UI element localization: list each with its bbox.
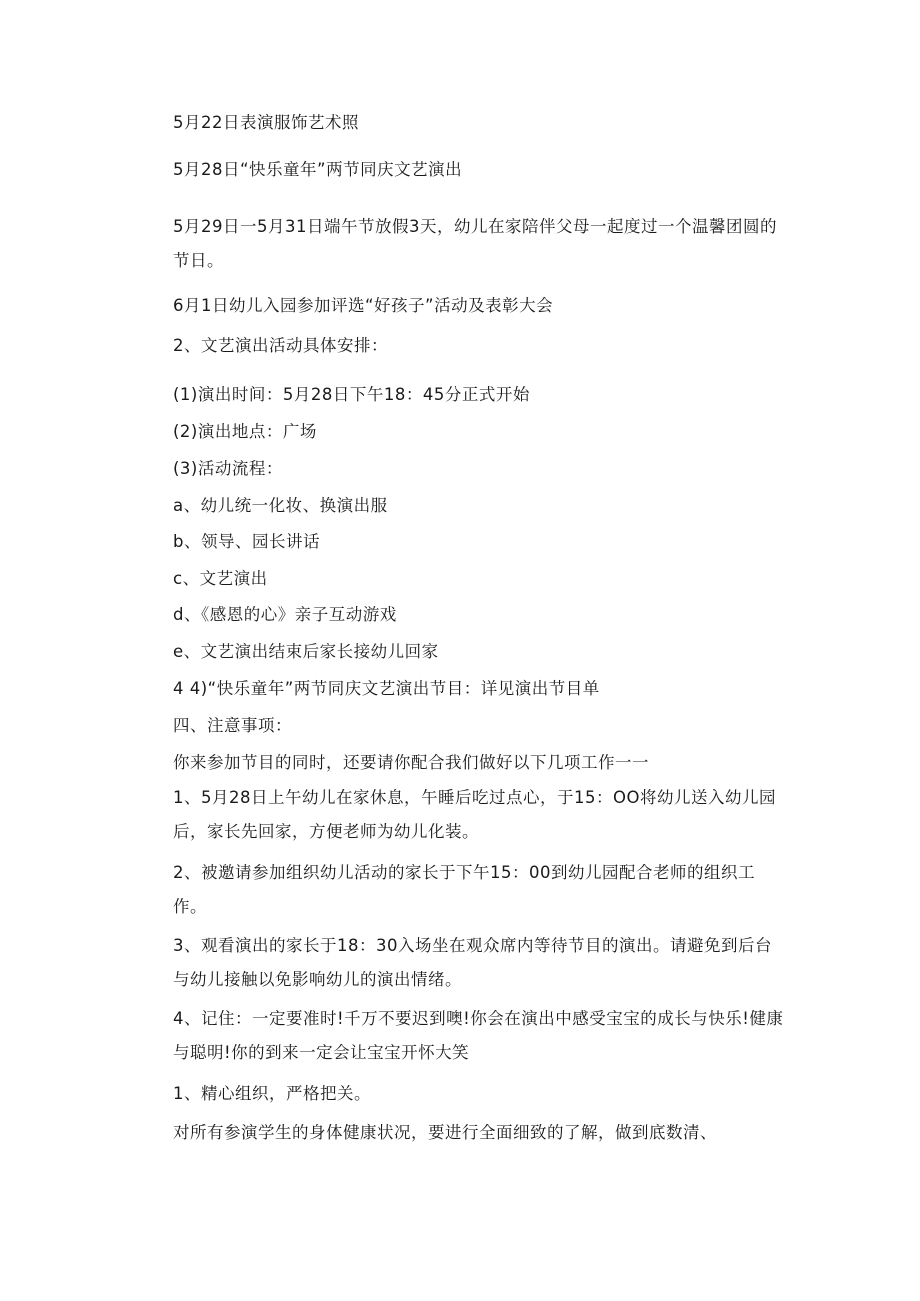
note-item-3: 3、观看演出的家长于18：30入场坐在观众席内等待节目的演出。请避免到后台与幼儿接触以免影响幼儿的演出情绪。 — [173, 936, 772, 989]
paragraph-health-check: 对所有参演学生的身体健康状况，要进行全面细致的了解，做到底数清、 — [173, 1123, 717, 1142]
note-item-4: 4、记住：一定要准时!千万不要迟到噢!你会在演出中感受宝宝的成长与快乐!健康与聪明!你的到来一定会让宝宝开怀大笑 — [173, 1009, 784, 1062]
paragraph-may22: 5月22日表演服饰艺术照 — [173, 113, 359, 132]
paragraph-may28: 5月28日“快乐童年”两节同庆文艺演出 — [173, 160, 463, 179]
process-step-d: d、《感恩的心》亲子互动游戏 — [173, 605, 397, 624]
process-step-c: c、文艺演出 — [173, 569, 268, 588]
paragraph-notes-intro: 你来参加节目的同时，还要请你配合我们做好以下几项工作一一 — [173, 753, 649, 772]
process-step-a: a、幼儿统一化妆、换演出服 — [173, 496, 388, 515]
process-step-b: b、领导、园长讲话 — [173, 532, 320, 551]
note-item-1: 1、5月28日上午幼儿在家休息，午睡后吃过点心，于15：OO将幼儿送入幼儿园后，家长先回家，方便老师为幼儿化装。 — [173, 788, 776, 841]
note-item-2: 2、被邀请参加组织幼儿活动的家长于下午15：00到幼儿园配合老师的组织工作。 — [173, 863, 755, 916]
paragraph-june1: 6月1日幼儿入园参加评选“好孩子”活动及表彰大会 — [173, 296, 554, 315]
process-step-e: e、文艺演出结束后家长接幼儿回家 — [173, 642, 439, 661]
item-performance-time: (1)演出时间：5月28日下午18：45分正式开始 — [173, 385, 530, 404]
section-heading-performance-schedule: 2、文艺演出活动具体安排： — [173, 336, 388, 355]
item-performance-location: (2)演出地点：广场 — [173, 422, 317, 441]
paragraph-dragon-boat-holiday: 5月29日一5月31日端午节放假3天，幼儿在家陪伴父母一起度过一个温馨团圆的节日。 — [173, 217, 777, 270]
item-activity-process: (3)活动流程： — [173, 459, 283, 478]
section-heading-notes: 四、注意事项： — [173, 716, 292, 735]
section-heading-organization: 1、精心组织，严格把关。 — [173, 1084, 371, 1103]
item-program-list: 4 4)“快乐童年”两节同庆文艺演出节目：详见演出节目单 — [173, 679, 600, 698]
